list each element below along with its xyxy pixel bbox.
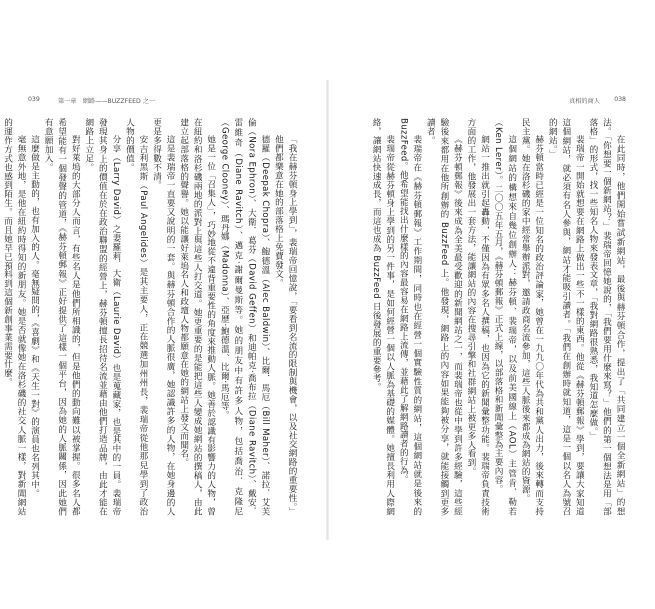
paragraph: 德羅（Deepak Chopra）、鮑德溫（Alec Baldwin）、比爾．馬厄（Bill Maher）、諾拉．艾芙倫（Nora Ephron）、大衛．葛芬（David Geffen）和迪帕克·喬布拉（Diane Ravitch）、戴安．雷維奇（Diane Ravitch）、邁克·謝爾曼斯等。她的朋友中有許多人物，包括喬治．克隆尼（George Clooney）、瑪丹娜（Madonna）、亞歷·鮑德溫、比爾·馬厄等。	[219, 118, 270, 516]
paragraph: 赫芬頓當時已經是一位知名的政治評論家，她曾在一九九〇年代為共和黨人出力，後來轉而支持民主黨。她在洛杉磯的家中經常舉辦派對，邀請政商名流參加，這些人脈後來都成為網站的資源。	[520, 118, 544, 516]
running-head: 真相的商人	[569, 98, 600, 105]
page-number: 039	[28, 96, 40, 103]
left-page-header	[28, 96, 298, 108]
running-head: 第一章 網路——BUZZFEED 之一	[58, 98, 156, 105]
paragraph: 對好萊塢的大部分人而言，有些名人是他們所相識的，但是他們的動向難以被掌握。很多名人都希望能有一個發聲的管道，《赫芬頓郵報》正好提供了這樣一個平台，因為她的人脈關係，因此她們有意願加入。	[43, 118, 81, 516]
paragraph: 分享（Larry David）之妻羅莉．大衛（Laurie David）也是蒐藏家，也是其中的一員。裴瑞帝發現其身上的價值在於在政治聯盟的經營上，赫芬頓擅長招待名流並藉由他們打造品牌，由此才能在網路上立足。	[83, 118, 121, 516]
right-page-header	[356, 96, 626, 108]
paragraph: 這個網站的構想來自幾位創辦人：赫芬頓、裴瑞帝，以及前美國線上（AOL）主管肯．勒若（Ken Lerer）。二〇〇五年五月，《赫芬頓郵報》正式上線，以部落格和新聞彙整為主要內容。	[493, 118, 517, 516]
paragraph: 「我在赫芬頓身上學到」，裴瑞帝回憶說，「要看到名流的限制與機會，以及社交網路的重要性。」	[287, 135, 297, 517]
page-number: 038	[614, 96, 626, 103]
left-page	[2, 96, 298, 517]
right-page	[356, 96, 626, 516]
paragraph: 《赫芬頓郵報》後來成為全美最受歡迎的新聞網站之一，而裴瑞帝也從中學到許多經驗，這些經驗後來都用在他所創辦的 BuzzFeed 上。他發現，網路上的內容如果能夠被分享，就能接觸到更多讀者。	[425, 118, 463, 516]
right-page-body	[356, 118, 626, 516]
paragraph: 她是一位「召集人」，巧妙地從不違背重要性的角度來推動人脈。她善於認識有影響力的人物，曾在紐約和洛杉磯兩地的派對上與這些人打交道。她更重要的是能把這些人變成她網站的撰稿人，由此建立起部落格的聲譽。她以能讓好萊塢名人和政壇人物都願意在她的網站上發文而聞名。	[178, 118, 216, 516]
paragraph: 網站一推出就引起轟動，不僅因為有眾多名人撰稿，也因為它的新聞彙整功能。裴瑞帝負責技術方面的工作，他發展出一套方法，能讓網站的內容在搜尋引擎和社群網站上被更多人看到。	[465, 118, 490, 516]
paragraph: 這麼做是主動的，也有加入的人。毫無疑問的，《喜劇》和《天生一對》的演員也名列其中。	[29, 135, 40, 498]
left-page-body	[2, 118, 298, 517]
book-gutter	[326, 80, 329, 540]
paragraph: 在此同時，他們開始嘗試新網站，最後與赫芬頓合作，提出了「共同建立一個全新網站」的想法。「你想要一個新網站？」裴瑞帝回憶她說的，「我們要用什麼來寫？」他們的第一個想法是用「部落格」的形式，找一些知名人物來發表文章，「我對網路很熟悉，我知道怎麼做。」	[587, 118, 625, 516]
paragraph: 裴瑞帝在《赫芬頓郵報》工作期間，同時也在經營一個實驗性質的網站，這個網站就是後來的 BuzzFeed。他希望能找出什麼樣的內容最容易在網路上流傳，並藉此了解網路讀者的行為。	[398, 118, 422, 516]
paragraph: 安吉利黑斯（Paul Angelides）是其主要人，正在競選加州州長，裴瑞帝從他那兒學到了政治人物的價值。	[124, 118, 148, 516]
paragraph: 毫無意外地，是他在紐約時得知的新朋友。她是否就像她在洛杉磯的社交人脈一樣，對新聞網站的運作方式也感到陌生。而且她早已預料到這個新創事業需要什麼。	[2, 118, 27, 516]
paragraph: 他們都樂意在她的部落格上免費發文。	[273, 135, 284, 288]
paragraph: 裴瑞帝從赫芬頓身上學到的另一件事，是如何經營一個以人脈為基礎的媒體。她擅長利用人際網絡，讓網站快速成長，而這也成為 BuzzFeed 日後發展的重要參考。	[371, 118, 395, 516]
paragraph: 裴瑞帝一開始就想要在網路上做出一些不一樣的東西。他從《赫芬頓郵報》學到，要讓大家知道這個網站，就必須有名人參與，網站才能吸引讀者。「我們在創辦時就知道，這是一個以名人為號召的網站。」	[547, 118, 585, 516]
paragraph: 這是裴瑞帝一直要又說明的一套。與赫芬頓合作的人脈很廣，她認識許多的人物，在她身邊的人更是多得數不清。	[151, 118, 176, 516]
